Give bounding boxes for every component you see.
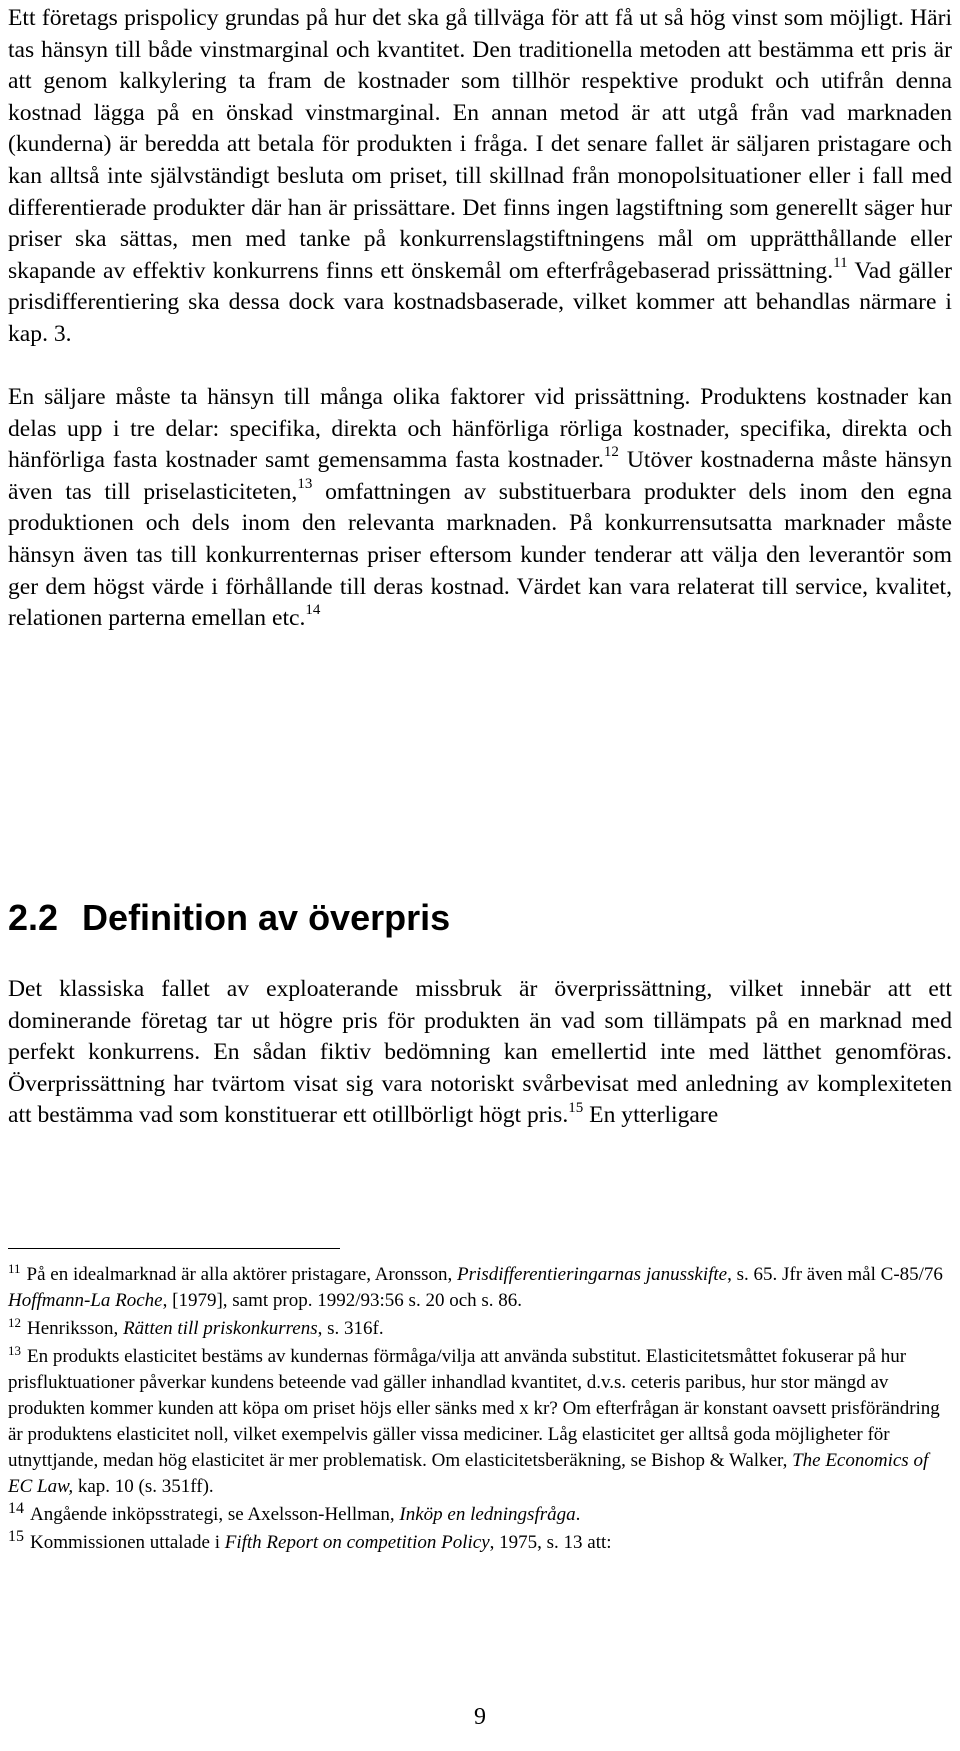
footnote-title-italic: Prisdifferentieringarnas janusskifte xyxy=(457,1264,728,1285)
footnote-title-italic: Hoffmann-La Roche xyxy=(8,1290,163,1311)
footnote-divider xyxy=(8,1248,340,1249)
paragraph-text: Vad gäller prisdifferentiering ska dessa dock vara kostnadsbaserade, vilket kommer att behandlas närmare i kap. 3. xyxy=(8,257,952,347)
footnote-ref[interactable]: 13 xyxy=(297,475,313,492)
footnote-text: , s. 316f. xyxy=(317,1318,384,1339)
footnote-text: . xyxy=(575,1504,581,1525)
footnote-number: 12 xyxy=(8,1314,21,1330)
footnote-title-italic: Fifth Report on competition Policy xyxy=(224,1532,490,1553)
footnote-11 xyxy=(8,1262,952,1314)
footnote-ref[interactable]: 14 xyxy=(305,602,321,619)
footnote-text: , [1979], samt prop. 1992/93:56 s. 20 och s. 86. xyxy=(162,1290,523,1311)
footnote-title-italic: The Economics of EC Law, xyxy=(8,1450,929,1497)
page-number: 9 xyxy=(474,1704,486,1730)
paragraph-text: Ett företags prispolicy grundas på hur det ska gå tillväga för att få ut så hög vinst som möjligt. Häri tas hänsyn till både vinstmarginal och kvantitet. Den traditionella metoden att bestämma ett pris är att genom kalkylering ta fram de kostnader som tillhör respektive produkt och utifrån denna kostnad lägga på en önskad vinstmarginal. En annan metod är att utgå från vad marknaden (kunderna) är beredda att betala för produkten i fråga. I det senare fallet är säljaren pristagare och kan alltså inte självständigt besluta om priset, till skillnad från monopolsituationer eller i fall med differentierade produkter där han är prissättare. Det finns ingen lagstiftning som generellt säger hur priser ska sättas, men med tanke på konkurrenslagstiftningens mål om upprätthållande eller skapande av effektiv konkurrens finns ett önskemål om efterfrågebaserad prissättning. xyxy=(8,5,952,284)
paragraph-text: En ytterligare xyxy=(583,1102,719,1129)
section-title: Definition av överpris xyxy=(82,897,451,938)
paragraph-overpricing xyxy=(8,974,952,1132)
footnote-number: 13 xyxy=(8,1342,21,1358)
footnote-text: Kommissionen uttalade i xyxy=(30,1532,225,1553)
footnote-text: kap. 10 (s. 351ff). xyxy=(73,1476,214,1497)
footnote-text: Henriksson, xyxy=(27,1318,124,1339)
footnote-title-italic: Inköp en ledningsfråga xyxy=(399,1504,576,1525)
footnote-text: , 1975, s. 13 att: xyxy=(489,1532,612,1553)
footnote-ref[interactable]: 15 xyxy=(568,1099,584,1116)
paragraph-text: omfattningen av substituerbara produkter dels inom den egna produktionen och dels inom den relevanta marknaden. På konkurrensutsatta marknader måste hänsyn även tas till konkurrenternas priser eftersom kunder tenderar att välja den leverantör som ger dem högst värde i förhållande till deras kostnad. Värdet kan vara relaterat till service, kvalitet, relationen parterna emellan etc. xyxy=(8,478,952,632)
footnote-text: På en idealmarknad är alla aktörer pristagare, Aronsson, xyxy=(26,1264,458,1285)
section-heading xyxy=(8,896,450,940)
paragraph-text: En säljare måste ta hänsyn till många olika faktorer vid prissättning. Produktens kostnader kan delas upp i tre delar: specifika, direkta och hänförliga rörliga kostnader, specifika, direkta och hänförliga fasta kostnader samt gemensamma fasta kostnader. xyxy=(8,384,952,474)
footnote-title-italic: Rätten till priskonkurrens xyxy=(123,1318,318,1339)
footnote-15 xyxy=(8,1527,952,1556)
section-number: 2.2 xyxy=(8,897,59,938)
footnote-12 xyxy=(8,1316,952,1342)
footnote-14 xyxy=(8,1499,952,1528)
paragraph-cost-factors xyxy=(8,382,952,635)
footnotes xyxy=(8,1262,952,1558)
footnote-number: 14 xyxy=(8,1499,24,1517)
paragraph-text: Utöver kostnaderna måste hänsyn även tas till priselasticiteten, xyxy=(8,447,953,505)
footnote-ref[interactable]: 12 xyxy=(603,444,619,461)
footnote-number: 11 xyxy=(8,1260,21,1276)
paragraph-pricing-policy xyxy=(8,3,952,351)
footnote-13 xyxy=(8,1344,952,1500)
footnote-text: En produkts elasticitet bestäms av kundernas förmåga/vilja att använda substitut. Elasticitetsmåttet fokuserar på hur prisfluktuationer påverkar kundens beteende vad gäller inhandlad kvantitet, d.v.s. ceteris paribus, hur stor mängd av produkten kommer kunden att köpa om priset höjs eller sänks med x kr? Om efterfrågan är konstant oavsett prisförändring är produktens elasticitet noll, vilket exempelvis gäller vissa mediciner. Låg elasticitet ger alltså goda möjligheter för utnyttjande, medan hög elasticitet är mer problematisk. Om elasticitetsberäkning, se Bishop & Walker, xyxy=(8,1346,940,1471)
footnote-number: 15 xyxy=(8,1527,24,1545)
paragraph-text: Det klassiska fallet av exploaterande missbruk är överprissättning, vilket innebär att ett dominerande företag tar ut högre pris för produkten än vad som tillämpats på en marknad med perfekt konkurrens. En sådan fiktiv bedömning kan emellertid inte med lätthet genomföras. Överprissättning har tvärtom visat sig vara notoriskt svårbevisat med anledning av komplexiteten att bestämma vad som konstituerar ett otillbörligt högt pris. xyxy=(8,976,952,1129)
footnote-text: , s. 65. Jfr även mål C-85/76 xyxy=(727,1264,943,1285)
footnote-text: Angående inköpsstrategi, se Axelsson-Hellman, xyxy=(30,1504,400,1525)
footnote-ref[interactable]: 11 xyxy=(833,254,848,271)
